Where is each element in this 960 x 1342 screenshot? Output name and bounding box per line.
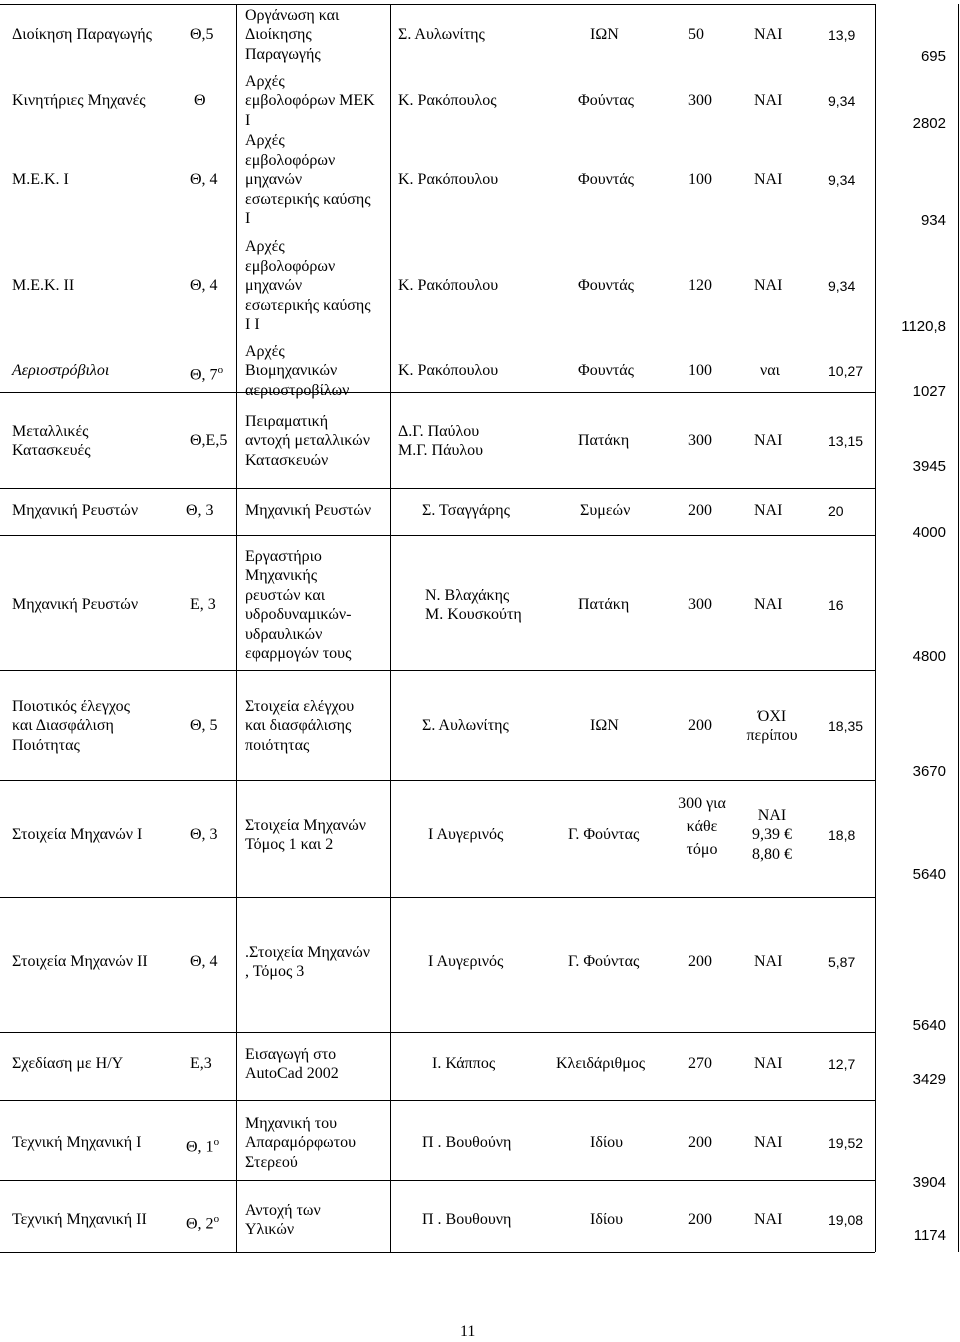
course-name: Κινητήριες Μηχανές bbox=[12, 92, 146, 110]
availability-status: 8,80 € bbox=[752, 845, 792, 863]
course-type: Θ, 3 bbox=[190, 826, 218, 844]
book-title: Στερεού bbox=[245, 1153, 298, 1171]
code-value: 3670 bbox=[912, 763, 946, 780]
book-title: υδροδυναμικών- bbox=[245, 606, 352, 623]
book-title: μηχανών bbox=[245, 171, 303, 189]
price-value: 13,15 bbox=[828, 433, 864, 449]
book-title: Στοιχεία ελέγχου bbox=[245, 697, 355, 715]
book-title: Υλικών bbox=[245, 1221, 295, 1238]
copies-count: 200 bbox=[688, 717, 712, 735]
publisher-name: Γ. Φούντας bbox=[568, 953, 640, 971]
publisher-name: Ιδίου bbox=[590, 1211, 624, 1229]
course-name: Στοιχεία Μηχανών ΙΙ bbox=[12, 953, 148, 971]
book-title: Βιομηχανικών bbox=[245, 362, 338, 380]
availability-status: ΝΑΙ bbox=[754, 502, 783, 520]
book-title: ρευστών και bbox=[245, 586, 326, 604]
book-title: Ι bbox=[245, 210, 251, 228]
course-type: Θ, 3 bbox=[186, 502, 214, 520]
price-value: 10,27 bbox=[828, 363, 864, 379]
publisher-name: Φουντάς bbox=[578, 362, 634, 380]
availability-status: ΝΑΙ bbox=[757, 806, 787, 824]
copies-count: 100 bbox=[688, 362, 712, 380]
publisher-name: Συμεών bbox=[580, 502, 631, 520]
column-divider bbox=[875, 4, 876, 1252]
book-title: Ι Ι bbox=[245, 316, 260, 334]
code-value: 3945 bbox=[912, 458, 946, 475]
publisher-name: Φουντάς bbox=[578, 171, 634, 189]
publisher-name: Φουντάς bbox=[578, 277, 634, 295]
author-name: Δ.Γ. Παύλου bbox=[398, 422, 480, 440]
author-name: Κ. Ρακόπουλου bbox=[398, 171, 499, 189]
book-title: Οργάνωση και bbox=[245, 6, 340, 24]
book-title: Αρχές bbox=[245, 132, 285, 150]
publisher-name: Φούντας bbox=[578, 92, 634, 110]
availability-status: 9,39 € bbox=[752, 826, 792, 844]
availability-status: ναι bbox=[760, 362, 780, 380]
copies-count: 300 για κάθε τόμο bbox=[678, 795, 726, 858]
book-title: μηχανών bbox=[245, 277, 303, 295]
course-type: Θ, $1^o$ bbox=[186, 1136, 220, 1156]
course-name: Ποιοτικός έλεγχος και Διασφάλιση Ποιότητας bbox=[12, 697, 130, 754]
course-name: Διοίκηση Παραγωγής bbox=[12, 26, 152, 44]
course-name: Μηχανική Ρευστών bbox=[12, 596, 139, 614]
author-name: Μ. Κουσκούτη bbox=[425, 606, 522, 623]
author-name: Σ. Αυλωνίτης bbox=[422, 717, 509, 735]
price-value: 16 bbox=[828, 597, 844, 613]
availability-status: ΝΑΙ bbox=[754, 596, 783, 614]
price-value: 9,34 bbox=[828, 172, 856, 188]
book-title: Πειραματική bbox=[245, 412, 329, 430]
availability-status: ΝΑΙ bbox=[754, 1055, 783, 1073]
author-name: Σ. Αυλωνίτης bbox=[398, 26, 485, 44]
availability-status: ΝΑΙ bbox=[754, 171, 783, 189]
code-value: 934 bbox=[920, 212, 946, 229]
book-title: εμβολοφόρων bbox=[245, 151, 336, 169]
course-name: Μεταλλικές Κατασκευές bbox=[12, 422, 91, 459]
row-divider bbox=[0, 1180, 875, 1181]
column-divider bbox=[958, 4, 959, 1252]
course-name: Τεχνική Μηχανική ΙΙ bbox=[12, 1211, 147, 1229]
price-value: 5,87 bbox=[828, 954, 856, 970]
author-name: Ι. Κάππος bbox=[432, 1055, 496, 1073]
price-value: 13,9 bbox=[828, 27, 856, 43]
book-title: Ι bbox=[245, 111, 251, 129]
course-name: Τεχνική Μηχανική Ι bbox=[12, 1134, 142, 1152]
availability-status: ΝΑΙ bbox=[754, 277, 783, 295]
availability-status: ΝΑΙ bbox=[754, 1211, 783, 1229]
row-divider bbox=[0, 897, 875, 898]
author-name: Π . Βουθουνη bbox=[422, 1211, 512, 1229]
author-name: Μ.Γ. Πάυλου bbox=[398, 442, 484, 459]
publisher-name: Κλειδάριθμος bbox=[556, 1055, 646, 1073]
course-name: Αεριοστρόβιλοι bbox=[12, 362, 110, 380]
code-value: 5640 bbox=[912, 1017, 946, 1034]
book-title: Εισαγωγή στο bbox=[245, 1045, 337, 1063]
price-value: 19,52 bbox=[828, 1135, 864, 1151]
availability-status: ΝΑΙ bbox=[754, 432, 783, 450]
publisher-name: Πατάκη bbox=[578, 432, 630, 450]
book-title: Τόμος 1 και 2 bbox=[245, 836, 334, 853]
course-name: Στοιχεία Μηχανών Ι bbox=[12, 826, 143, 844]
price-value: 18,35 bbox=[828, 718, 864, 734]
price-value: 20 bbox=[828, 503, 844, 519]
column-divider bbox=[236, 4, 237, 1252]
course-type: Θ, 4 bbox=[190, 277, 218, 295]
copies-count: 200 bbox=[688, 953, 712, 971]
book-title: Αρχές bbox=[245, 72, 285, 90]
author-name: Κ. Ρακόπουλου bbox=[398, 362, 499, 380]
copies-count: 200 bbox=[688, 502, 712, 520]
row-divider bbox=[0, 670, 875, 671]
course-type: Θ,Ε,5 bbox=[190, 432, 228, 450]
code-value: 3429 bbox=[912, 1071, 946, 1088]
copies-count: 300 bbox=[688, 596, 712, 614]
price-value: 18,8 bbox=[828, 827, 856, 843]
book-title: εμβολοφόρων ΜΕΚ bbox=[245, 92, 375, 110]
price-value: 9,34 bbox=[828, 278, 856, 294]
course-type: Θ, $7^o$ bbox=[190, 364, 224, 384]
price-value: 19,08 bbox=[828, 1212, 864, 1228]
book-title: Μηχανικής bbox=[245, 567, 318, 584]
code-value: 1120,8 bbox=[901, 318, 946, 335]
publisher-name: Ιδίου bbox=[590, 1134, 624, 1152]
code-value: 1027 bbox=[912, 383, 946, 400]
book-title: AutoCad 2002 bbox=[245, 1065, 339, 1082]
author-name: Π . Βουθούνη bbox=[422, 1134, 512, 1152]
availability-status: ΌΧΙ bbox=[757, 707, 787, 725]
book-title: .Στοιχεία Μηχανών bbox=[245, 943, 370, 961]
course-name: Μηχανική Ρευστών bbox=[12, 502, 139, 520]
publisher-name: Γ. Φούντας bbox=[568, 826, 640, 844]
copies-count: 100 bbox=[688, 171, 712, 189]
publisher-name: ΙΩΝ bbox=[590, 717, 619, 735]
book-title: εσωτερικής καύσης bbox=[245, 190, 371, 208]
column-divider bbox=[390, 4, 391, 1252]
book-title: Αρχές bbox=[245, 238, 285, 256]
course-name: Σχεδίαση με Η/Υ bbox=[12, 1055, 124, 1073]
availability-status: ΝΑΙ bbox=[754, 26, 783, 44]
code-value: 4800 bbox=[912, 648, 946, 665]
code-value: 2802 bbox=[912, 115, 946, 132]
copies-count: 50 bbox=[688, 26, 704, 44]
copies-count: 120 bbox=[688, 277, 712, 295]
book-title: Παραγωγής bbox=[245, 45, 321, 63]
row-divider bbox=[0, 392, 875, 393]
copies-count: 200 bbox=[688, 1211, 712, 1229]
course-type: Ε, 3 bbox=[190, 596, 216, 614]
availability-status: ΝΑΙ bbox=[754, 1134, 783, 1152]
book-title: και διασφάλισης bbox=[245, 717, 352, 735]
row-divider bbox=[0, 488, 875, 489]
author-name: Κ. Ρακόπουλου bbox=[398, 277, 499, 295]
book-title: Αρχές bbox=[245, 342, 285, 360]
availability-status: ΝΑΙ bbox=[754, 92, 783, 110]
row-divider bbox=[0, 535, 875, 536]
book-title: Αντοχή των bbox=[245, 1201, 321, 1219]
book-title: , Τόμος 3 bbox=[245, 963, 305, 980]
course-name: Μ.Ε.Κ. ΙΙ bbox=[12, 277, 75, 295]
course-type: Θ, 5 bbox=[190, 717, 218, 735]
book-title: Στοιχεία Μηχανών bbox=[245, 816, 366, 834]
publisher-name: Πατάκη bbox=[578, 596, 630, 614]
author-name: Ι Αυγερινός bbox=[428, 953, 504, 971]
row-divider bbox=[0, 1100, 875, 1101]
publisher-name: ΙΩΝ bbox=[590, 26, 619, 44]
course-type: Θ bbox=[194, 92, 206, 110]
book-title: Μηχανική Ρευστών bbox=[245, 502, 372, 520]
author-name: Ν. Βλαχάκης bbox=[425, 586, 510, 604]
copies-count: 300 bbox=[688, 92, 712, 110]
author-name: Ι Αυγερινός bbox=[428, 826, 504, 844]
book-title: εσωτερικής καύσης bbox=[245, 296, 371, 314]
copies-count: 270 bbox=[688, 1055, 712, 1073]
price-value: 12,7 bbox=[828, 1056, 856, 1072]
book-title: Απαραμόρφωτου bbox=[245, 1134, 357, 1152]
row-divider bbox=[0, 4, 875, 5]
course-type: Θ, 4 bbox=[190, 171, 218, 189]
course-type: Θ,5 bbox=[190, 26, 214, 44]
book-title: αντοχή μεταλλικών bbox=[245, 432, 370, 450]
author-name: Σ. Τσαγγάρης bbox=[422, 502, 510, 520]
row-divider bbox=[0, 1252, 875, 1253]
code-value: 5640 bbox=[912, 866, 946, 883]
book-title: Κατασκευών bbox=[245, 451, 329, 469]
book-title: εμβολοφόρων bbox=[245, 257, 336, 275]
book-title: αεριοστροβίλων bbox=[245, 381, 350, 399]
book-title: Διοίκησης bbox=[245, 26, 312, 44]
course-type: Θ, $2^o$ bbox=[186, 1213, 220, 1233]
code-value: 1174 bbox=[913, 1227, 946, 1244]
availability-status: ΝΑΙ bbox=[754, 953, 783, 971]
book-title: Μηχανική του bbox=[245, 1114, 338, 1132]
copies-count: 300 bbox=[688, 432, 712, 450]
author-name: Κ. Ρακόπουλος bbox=[398, 92, 497, 110]
book-title: εφαρμογών τους bbox=[245, 645, 352, 662]
row-divider bbox=[0, 1032, 875, 1033]
book-title: ποιότητας bbox=[245, 736, 310, 754]
row-divider bbox=[0, 780, 875, 781]
availability-status: περίπου bbox=[746, 727, 798, 744]
copies-count: 200 bbox=[688, 1134, 712, 1152]
code-value: 4000 bbox=[912, 524, 946, 541]
price-value: 9,34 bbox=[828, 93, 856, 109]
book-title: υδραυλικών bbox=[245, 625, 323, 643]
course-name: Μ.Ε.Κ. Ι bbox=[12, 171, 69, 189]
page-number: 11 bbox=[460, 1323, 476, 1340]
code-value: 695 bbox=[920, 48, 946, 65]
course-type: Ε,3 bbox=[190, 1055, 212, 1073]
code-value: 3904 bbox=[912, 1174, 946, 1191]
book-title: Εργαστήριο bbox=[245, 547, 322, 565]
course-type: Θ, 4 bbox=[190, 953, 218, 971]
